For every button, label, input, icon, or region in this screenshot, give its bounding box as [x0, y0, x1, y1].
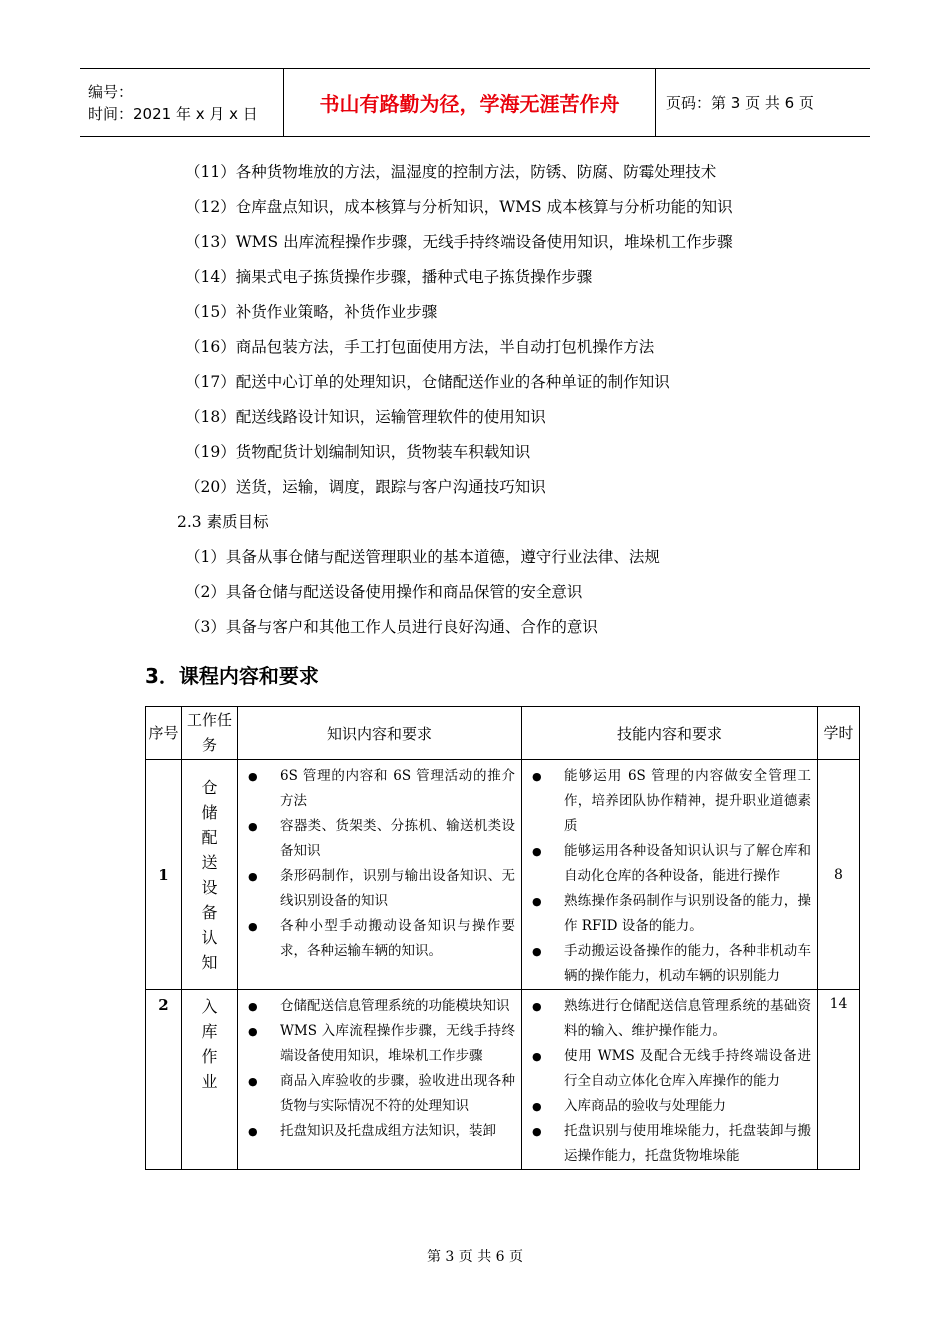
header-meta	[80, 69, 283, 136]
text-line: （14）摘果式电子拣货操作步骤，播种式电子拣货操作步骤	[185, 268, 593, 286]
text-line: （20）送货，运输，调度，跟踪与客户沟通技巧知识	[185, 478, 546, 496]
list-item: ● 手动搬运设备操作的能力，各种非机动车辆的操作能力，机动车辆的识别能力	[524, 939, 811, 989]
list-item: ● 6S 管理的内容和 6S 管理活动的推介方法	[240, 764, 515, 814]
number-label: 编号：	[88, 82, 134, 101]
row-task: 仓储配送设备认知	[182, 760, 238, 990]
list-item: ● 商品入库验收的步骤，验收进出现各种货物与实际情况不符的处理知识	[240, 1069, 515, 1119]
text-line: （2）具备仓储与配送设备使用操作和商品保管的安全意识	[185, 583, 583, 601]
list-item: ● 仓储配送信息管理系统的功能模块知识	[240, 994, 515, 1019]
list-item: ● 能够运用各种设备知识认识与了解仓库和自动化仓库的各种设备，能进行操作	[524, 839, 811, 889]
text-line: （13）WMS 出库流程操作步骤，无线手持终端设备使用知识，堆垛机工作步骤	[185, 233, 733, 251]
text-line: （11）各种货物堆放的方法，温湿度的控制方法，防锈、防腐、防霉处理技术	[185, 163, 717, 181]
header-seq: 序号	[146, 707, 182, 760]
course-content-table	[145, 706, 860, 1170]
header-motto: 书山有路勤为径，学海无涯苦作舟	[283, 69, 656, 136]
text-line: （18）配送线路设计知识，运输管理软件的使用知识	[185, 408, 546, 426]
body-text	[177, 155, 733, 645]
list-item: ● 能够运用 6S 管理的内容做安全管理工作，培养团队协作精神，提升职业道德素质	[524, 764, 811, 839]
table-row	[146, 760, 860, 990]
text-line: （1）具备从事仓储与配送管理职业的基本道德，遵守行业法律、法规	[185, 548, 660, 566]
time-label: 时间：2021 年 x 月 x 日	[88, 104, 258, 123]
row-seq: 1	[146, 760, 182, 990]
subsection-heading: 2.3 素质目标	[177, 513, 269, 531]
row-hours: 14	[818, 990, 860, 1170]
list-item: ● 容器类、货架类、分拣机、输送机类设备知识	[240, 814, 515, 864]
text-line: （3）具备与客户和其他工作人员进行良好沟通、合作的意识	[185, 618, 598, 636]
header-page-info: 页码：第 3 页 共 6 页	[666, 94, 814, 112]
header-knowledge: 知识内容和要求	[238, 707, 522, 760]
table-header-row	[146, 707, 860, 760]
text-line: （19）货物配货计划编制知识，货物装车积载知识	[185, 443, 531, 461]
text-line: （12）仓库盘点知识，成本核算与分析知识，WMS 成本核算与分析功能的知识	[185, 198, 733, 216]
page-footer: 第 3 页 共 6 页	[426, 1249, 524, 1265]
row-hours: 8	[818, 760, 860, 990]
list-item: ● 托盘识别与使用堆垛能力，托盘装卸与搬运操作能力，托盘货物堆垛能	[524, 1119, 811, 1169]
list-item: ● 熟练进行仓储配送信息管理系统的基础资料的输入、维护操作能力。	[524, 994, 811, 1044]
section-title: 3．课程内容和要求	[145, 664, 319, 688]
text-line: （16）商品包装方法，手工打包面使用方法，半自动打包机操作方法	[185, 338, 655, 356]
header-task: 工作任务	[182, 707, 238, 760]
list-item: ● 熟练操作条码制作与识别设备的能力，操作 RFID 设备的能力。	[524, 889, 811, 939]
row-seq: 2	[146, 990, 182, 1170]
list-item: ● 使用 WMS 及配合无线手持终端设备进行全自动立体化仓库入库操作的能力	[524, 1044, 811, 1094]
header-skill: 技能内容和要求	[522, 707, 818, 760]
row-task: 入库作业	[182, 990, 238, 1170]
text-line: （17）配送中心订单的处理知识，仓储配送作业的各种单证的制作知识	[185, 373, 670, 391]
list-item: ● 入库商品的验收与处理能力	[524, 1094, 811, 1119]
list-item: ● 条形码制作，识别与输出设备知识、无线识别设备的知识	[240, 864, 515, 914]
table-row	[146, 990, 860, 1170]
row-skill	[522, 760, 818, 990]
list-item: ● 各种小型手动搬动设备知识与操作要求，各种运输车辆的知识。	[240, 914, 515, 964]
text-line: （15）补货作业策略，补货作业步骤	[185, 303, 438, 321]
list-item: ● 托盘知识及托盘成组方法知识，装卸	[240, 1119, 515, 1144]
list-item: ● WMS 入库流程操作步骤，无线手持终端设备使用知识，堆垛机工作步骤	[240, 1019, 515, 1069]
row-knowledge	[238, 760, 522, 990]
page-header	[80, 68, 870, 137]
row-skill	[522, 990, 818, 1170]
header-hours: 学时	[818, 707, 860, 760]
row-knowledge	[238, 990, 522, 1170]
